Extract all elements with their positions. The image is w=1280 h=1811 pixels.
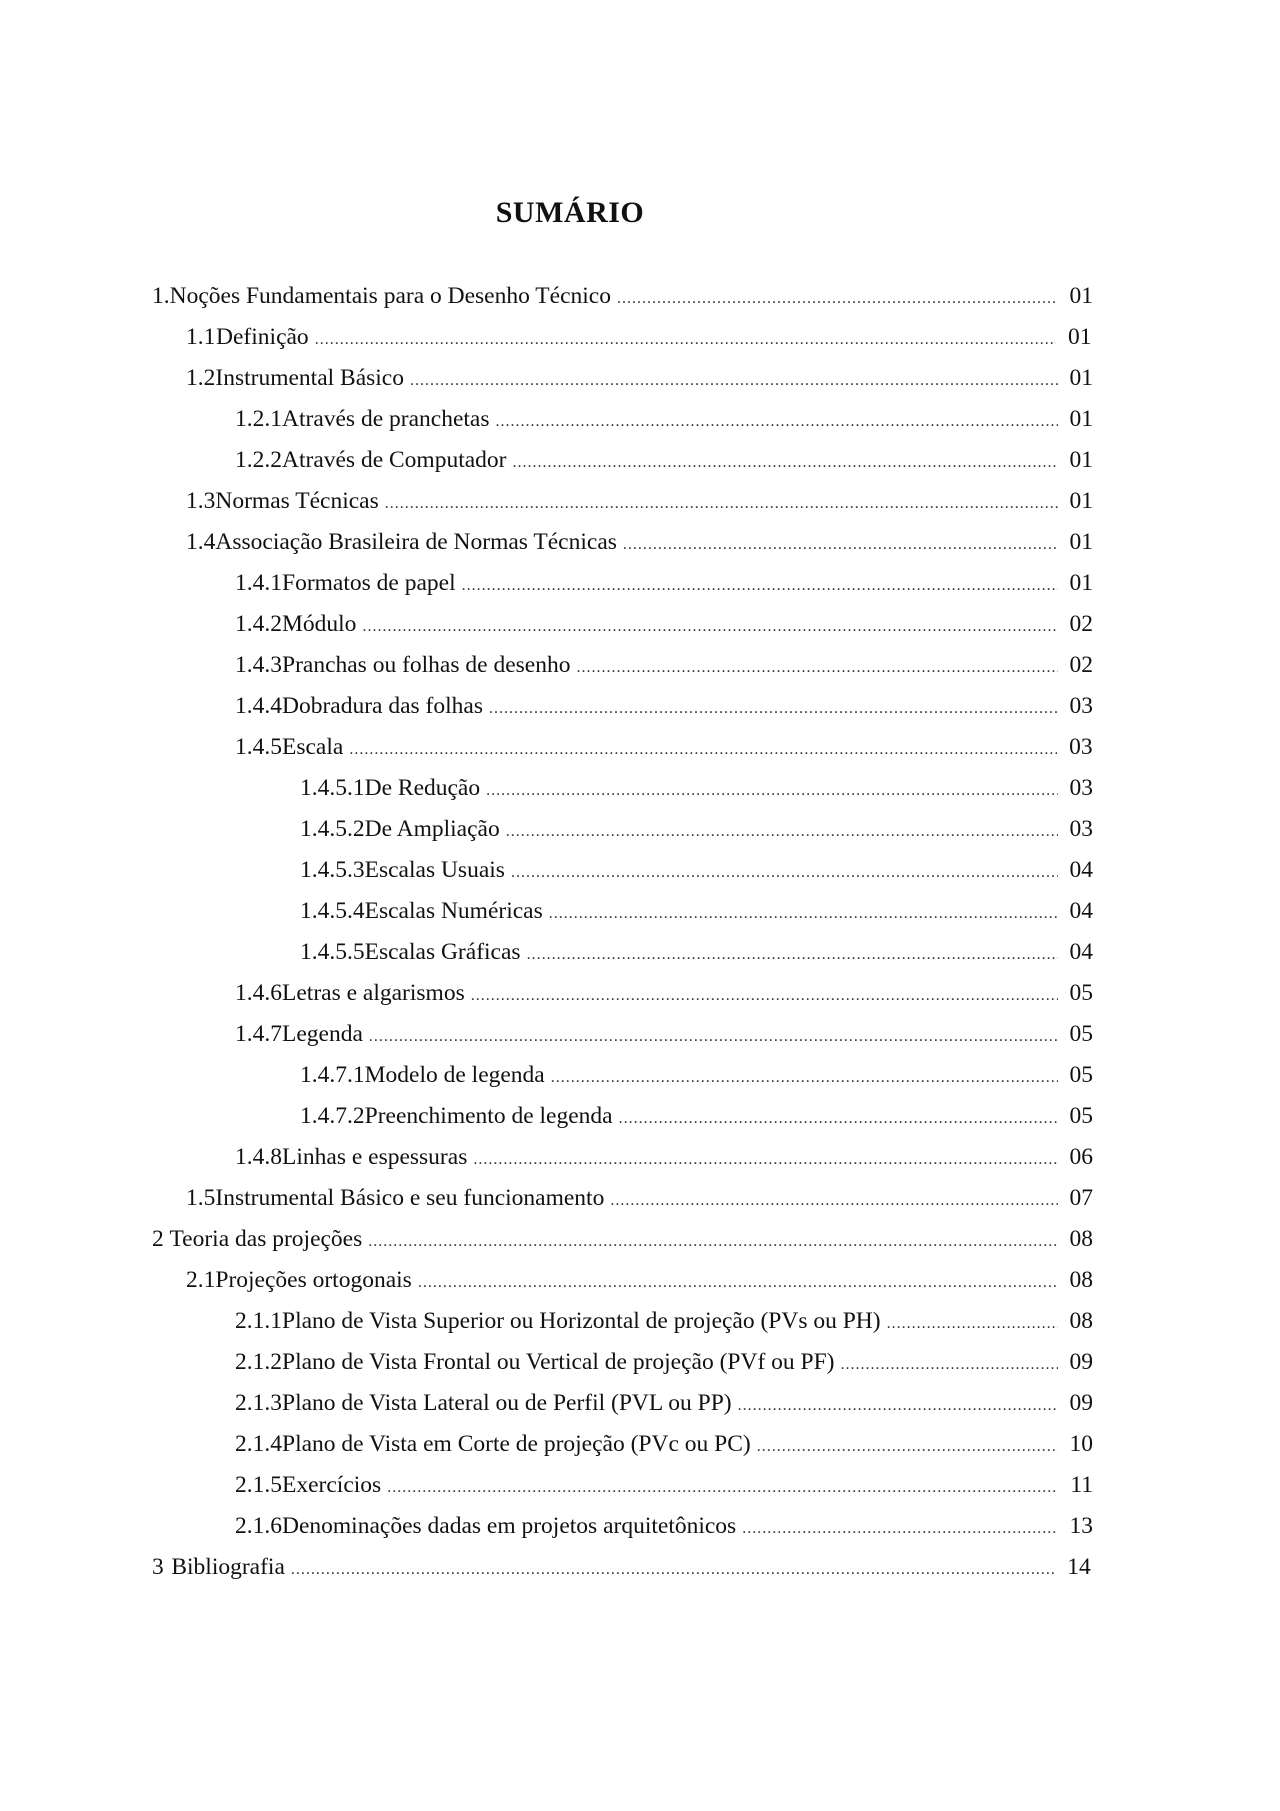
toc-entry-page: 08 <box>1069 1226 1093 1252</box>
toc-entry <box>0 768 1280 809</box>
toc-entry-page: 13 <box>1069 1513 1093 1539</box>
toc-entry-page: 03 <box>1069 816 1093 842</box>
toc-entry <box>0 440 1280 481</box>
toc-entry-number: 1.4.4 <box>235 693 282 719</box>
toc-entry-number: 2.1.4 <box>235 1431 282 1457</box>
dot-leader <box>738 1385 1058 1426</box>
toc-entry-number: 1.4.7.2 <box>300 1103 365 1129</box>
toc-entry-number: 1.4.3 <box>235 652 282 678</box>
toc-entry-label: Formatos de papel <box>282 570 456 596</box>
toc-entry-number: 1.3 <box>186 488 216 514</box>
toc-entry-page: 04 <box>1069 898 1093 924</box>
toc-entry-page: 04 <box>1069 939 1093 965</box>
toc-entry-label: Instrumental Básico <box>215 365 404 391</box>
toc-entry-number: 1.4.7 <box>235 1021 282 1047</box>
toc-entry-label: Preenchimento de legenda <box>364 1103 613 1129</box>
toc-entry-number: 1.4.5.5 <box>300 939 365 965</box>
dot-leader <box>610 1180 1057 1221</box>
dot-leader <box>291 1549 1055 1590</box>
toc-entry-page: 07 <box>1069 1185 1093 1211</box>
dot-leader <box>527 934 1058 975</box>
toc-entry <box>0 973 1280 1014</box>
toc-entry-page: 05 <box>1069 1103 1093 1129</box>
toc-entry-label: Plano de Vista Superior ou Horizontal de projeção (PVs ou PH) <box>282 1308 881 1334</box>
toc-entry <box>0 522 1280 563</box>
toc-entry-page: 03 <box>1069 775 1093 801</box>
dot-leader <box>486 770 1057 811</box>
toc-entry-label: Legenda <box>282 1021 363 1047</box>
toc-entry-label: Definição <box>216 324 309 350</box>
toc-entry <box>0 891 1280 932</box>
dot-leader <box>757 1426 1058 1467</box>
dot-leader <box>495 401 1057 442</box>
toc-entry-page: 01 <box>1069 529 1093 555</box>
dot-leader <box>617 278 1058 319</box>
dot-leader <box>473 1139 1057 1180</box>
toc-entry <box>0 604 1280 645</box>
dot-leader <box>513 442 1058 483</box>
toc-entry-number: 1.2 <box>186 365 216 391</box>
dot-leader <box>349 729 1057 770</box>
toc-entry-page: 10 <box>1069 1431 1093 1457</box>
toc-entry <box>0 645 1280 686</box>
toc-entry-page: 09 <box>1069 1390 1093 1416</box>
toc-entry-label: Dobradura das folhas <box>282 693 483 719</box>
dot-leader <box>623 524 1058 565</box>
toc-entry-number: 1.4.5 <box>235 734 282 760</box>
toc-entry-label: Projeções ortogonais <box>215 1267 412 1293</box>
dot-leader <box>387 1467 1058 1508</box>
dot-leader <box>368 1221 1057 1262</box>
toc-entry-label: Plano de Vista Frontal ou Vertical de projeção (PVf ou PF) <box>282 1349 835 1375</box>
page-title: SUMÁRIO <box>495 196 645 229</box>
toc-entry <box>0 1096 1280 1137</box>
toc-entry-label: De Redução <box>364 775 481 801</box>
toc-entry <box>0 481 1280 522</box>
toc-entry-page: 01 <box>1067 324 1092 350</box>
toc-entry-page: 06 <box>1069 1144 1093 1170</box>
toc-entry <box>0 358 1280 399</box>
toc-entry <box>0 317 1280 358</box>
toc-entry-label: Escalas Numéricas <box>364 898 543 924</box>
toc-entry-number: 1.1 <box>186 324 216 350</box>
toc-entry-label: Denominações dadas em projetos arquitetônicos <box>282 1513 737 1539</box>
toc-entry-page: 01 <box>1069 447 1093 473</box>
toc-entry <box>0 1178 1280 1219</box>
toc-entry <box>0 563 1280 604</box>
toc-entry-page: 02 <box>1069 611 1093 637</box>
toc-entry <box>0 727 1280 768</box>
toc-entry-page: 01 <box>1069 570 1093 596</box>
dot-leader <box>369 1016 1058 1057</box>
toc-entry-number: 1.4 <box>186 529 216 555</box>
toc-entry-label: Pranchas ou folhas de desenho <box>282 652 571 678</box>
dot-leader <box>489 688 1058 729</box>
toc-entry <box>0 399 1280 440</box>
toc-entry-number: 2 <box>152 1226 164 1252</box>
toc-entry-number: 2.1.3 <box>235 1390 282 1416</box>
toc-entry <box>0 1137 1280 1178</box>
toc-entry-label: Plano de Vista em Corte de projeção (PVc ou PC) <box>282 1431 751 1457</box>
toc-entry <box>0 1383 1280 1424</box>
dot-leader <box>841 1344 1058 1385</box>
toc-entry-number: 1. <box>152 283 170 309</box>
toc-entry-number: 2.1.6 <box>235 1513 282 1539</box>
toc-entry-page: 05 <box>1069 1021 1093 1047</box>
toc-entry-page: 01 <box>1069 283 1093 309</box>
toc-entry-number: 1.4.8 <box>235 1144 282 1170</box>
toc-entry-label: Modelo de legenda <box>364 1062 545 1088</box>
toc-entry-number: 2.1.1 <box>235 1308 282 1334</box>
toc-entry-page: 08 <box>1069 1308 1093 1334</box>
toc-entry-page: 01 <box>1069 488 1093 514</box>
toc-entry-number: 1.2.1 <box>235 406 282 432</box>
dot-leader <box>418 1262 1058 1303</box>
toc-entry-page: 01 <box>1069 365 1093 391</box>
toc-entry-number: 1.4.5.1 <box>300 775 365 801</box>
dot-leader <box>315 319 1056 360</box>
toc-entry-label: Letras e algarismos <box>282 980 465 1006</box>
toc-entry-number: 1.4.7.1 <box>300 1062 365 1088</box>
toc-entry <box>0 1219 1280 1260</box>
dot-leader <box>362 606 1057 647</box>
toc-entry-label: Escalas Usuais <box>364 857 505 883</box>
toc-entry-label: Linhas e espessuras <box>282 1144 468 1170</box>
toc-entry-number: 1.4.2 <box>235 611 282 637</box>
toc-entry-page: 03 <box>1069 693 1093 719</box>
toc-entry <box>0 850 1280 891</box>
toc-entry-label: Através de Computador <box>282 447 507 473</box>
toc-entry-number: 1.5 <box>186 1185 216 1211</box>
toc-entry-number: 1.4.5.3 <box>300 857 365 883</box>
toc-entry <box>0 1506 1280 1547</box>
dot-leader <box>511 852 1058 893</box>
toc-entry-page: 04 <box>1069 857 1093 883</box>
toc-entry <box>0 932 1280 973</box>
toc-entry-label: Exercícios <box>282 1472 382 1498</box>
toc-entry-page: 09 <box>1069 1349 1093 1375</box>
toc-entry-label: Instrumental Básico e seu funcionamento <box>215 1185 605 1211</box>
toc-entry <box>0 1014 1280 1055</box>
toc-entry-page: 01 <box>1069 406 1093 432</box>
toc-entry-number: 2.1.2 <box>235 1349 282 1375</box>
dot-leader <box>410 360 1058 401</box>
toc-entry <box>0 809 1280 850</box>
toc-entry-label: Plano de Vista Lateral ou de Perfil (PVL ou PP) <box>282 1390 732 1416</box>
toc-entry-number: 3 <box>152 1554 164 1580</box>
toc-entry-number: 1.4.5.2 <box>300 816 365 842</box>
dot-leader <box>619 1098 1058 1139</box>
toc-entry-label: Módulo <box>282 611 357 637</box>
toc-entry <box>0 1465 1280 1506</box>
dot-leader <box>549 893 1058 934</box>
toc-entry-label: Bibliografia <box>171 1554 285 1580</box>
toc-entry-page: 02 <box>1069 652 1093 678</box>
table-of-contents <box>0 276 1280 1588</box>
toc-entry-label: Noções Fundamentais para o Desenho Técnico <box>169 283 611 309</box>
dot-leader <box>506 811 1058 852</box>
toc-entry-label: Normas Técnicas <box>215 488 379 514</box>
toc-entry <box>0 1260 1280 1301</box>
dot-leader <box>462 565 1058 606</box>
toc-entry-number: 1.4.6 <box>235 980 282 1006</box>
toc-entry <box>0 1301 1280 1342</box>
dot-leader <box>576 647 1057 688</box>
toc-entry-number: 2.1.5 <box>235 1472 282 1498</box>
toc-entry <box>0 1055 1280 1096</box>
toc-entry <box>0 1342 1280 1383</box>
toc-entry <box>0 276 1280 317</box>
toc-entry-page: 08 <box>1069 1267 1093 1293</box>
dot-leader <box>887 1303 1058 1344</box>
toc-entry-page: 05 <box>1069 980 1093 1006</box>
dot-leader <box>471 975 1058 1016</box>
toc-entry-label: Escalas Gráficas <box>364 939 521 965</box>
dot-leader <box>385 483 1058 524</box>
toc-entry <box>0 1547 1280 1588</box>
toc-entry-page: 03 <box>1069 734 1093 760</box>
toc-entry-label: Associação Brasileira de Normas Técnicas <box>215 529 617 555</box>
toc-entry-label: Através de pranchetas <box>282 406 490 432</box>
toc-entry-page: 14 <box>1067 1554 1091 1580</box>
toc-entry-label: Escala <box>282 734 344 760</box>
toc-entry-number: 1.4.1 <box>235 570 282 596</box>
toc-entry-label: Teoria das projeções <box>169 1226 363 1252</box>
toc-entry <box>0 686 1280 727</box>
toc-entry-number: 2.1 <box>186 1267 216 1293</box>
toc-entry-label: De Ampliação <box>364 816 500 842</box>
toc-entry-number: 1.2.2 <box>235 447 282 473</box>
dot-leader <box>742 1508 1057 1549</box>
toc-entry-number: 1.4.5.4 <box>300 898 365 924</box>
toc-entry-page: 05 <box>1069 1062 1093 1088</box>
dot-leader <box>551 1057 1058 1098</box>
toc-entry-page: 11 <box>1070 1472 1093 1498</box>
toc-entry <box>0 1424 1280 1465</box>
